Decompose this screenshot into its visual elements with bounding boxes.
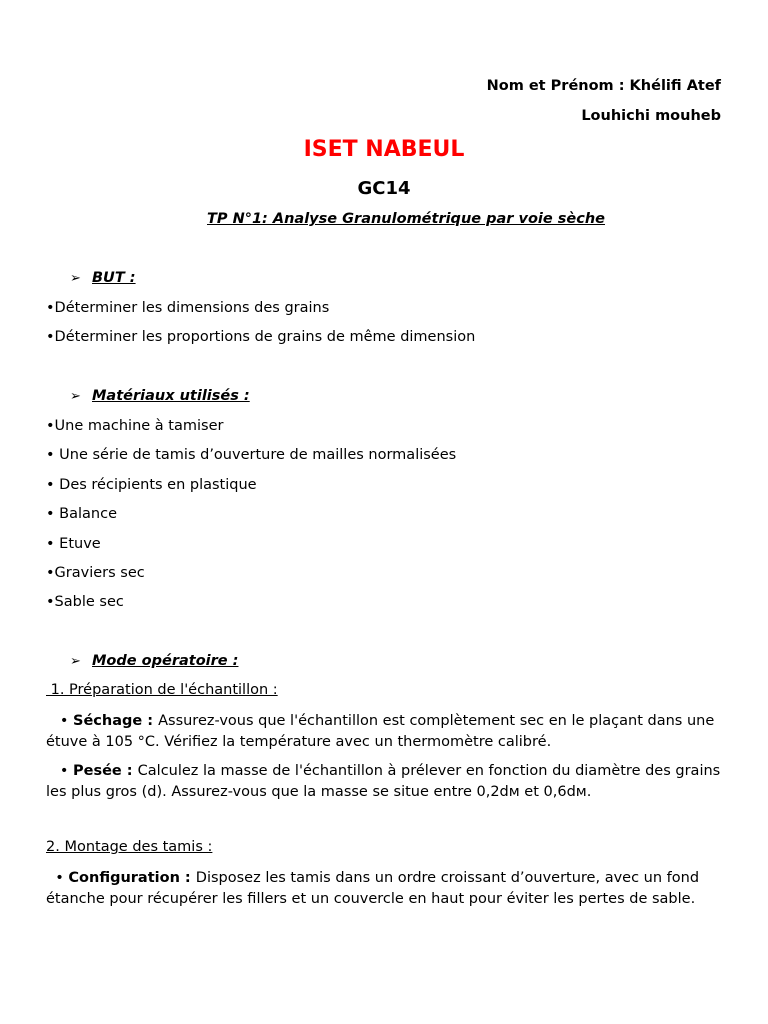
- configuration-label: Configuration :: [68, 870, 196, 886]
- list-item: • Etuve: [46, 536, 101, 552]
- list-item: • Une série de tamis d’ouverture de mailles normalisées: [46, 447, 457, 463]
- section-heading-mode-operatoire: [70, 653, 238, 669]
- list-item: •Une machine à tamiser: [46, 418, 224, 434]
- sechage-paragraph: [46, 711, 726, 752]
- class-code: GC14: [357, 178, 411, 199]
- step-2-title: 2. Montage des tamis :: [46, 839, 213, 855]
- pesee-label: Pesée :: [73, 763, 138, 779]
- arrowhead-bullet-icon: ➢: [70, 654, 81, 669]
- configuration-text: Disposez les tamis dans un ordre croissant d’ouverture, avec un fond étanche pour récupérer les fillers et un couvercle en haut pour éviter les pertes de sable.: [46, 870, 700, 907]
- section-heading-but: [70, 270, 136, 286]
- arrowhead-bullet-icon: ➢: [70, 271, 81, 286]
- step-1-title: 1. Préparation de l'échantillon :: [46, 682, 278, 698]
- list-item: •Déterminer les proportions de grains de même dimension: [46, 329, 476, 345]
- configuration-paragraph: [46, 868, 726, 909]
- pesee-text: Calculez la masse de l'échantillon à prélever en fonction du diamètre des grains les plus gros (d). Assurez-vous que la masse se situe entre 0,2dᴍ et 0,6dᴍ.: [46, 763, 721, 800]
- student-name-line-1: Nom et Prénom : Khélifi Atef: [486, 78, 721, 94]
- section-heading-label: Matériaux utilisés :: [92, 388, 250, 404]
- list-item: •Déterminer les dimensions des grains: [46, 300, 330, 316]
- student-name-line-2: Louhichi mouheb: [581, 108, 721, 124]
- list-item: •Sable sec: [46, 594, 124, 610]
- tp-title: TP N°1: Analyse Granulométrique par voie sèche: [207, 211, 605, 227]
- bullet: •: [46, 870, 69, 886]
- bullet: •: [46, 763, 73, 779]
- institution-title: ISET NABEUL: [303, 137, 465, 162]
- section-heading-label: BUT :: [92, 270, 136, 286]
- arrowhead-bullet-icon: ➢: [70, 389, 81, 404]
- list-item: • Balance: [46, 506, 117, 522]
- bullet: •: [46, 713, 73, 729]
- section-heading-label: Mode opératoire :: [92, 653, 239, 669]
- list-item: •Graviers sec: [46, 565, 145, 581]
- section-heading-materiaux: [70, 388, 250, 404]
- sechage-label: Séchage :: [73, 713, 159, 729]
- list-item: • Des récipients en plastique: [46, 477, 257, 493]
- pesee-paragraph: [46, 761, 726, 802]
- sechage-text: Assurez-vous que l'échantillon est complètement sec en le plaçant dans une étuve à 105 °C. Vérifiez la température avec un thermomètre calibré.: [46, 713, 715, 750]
